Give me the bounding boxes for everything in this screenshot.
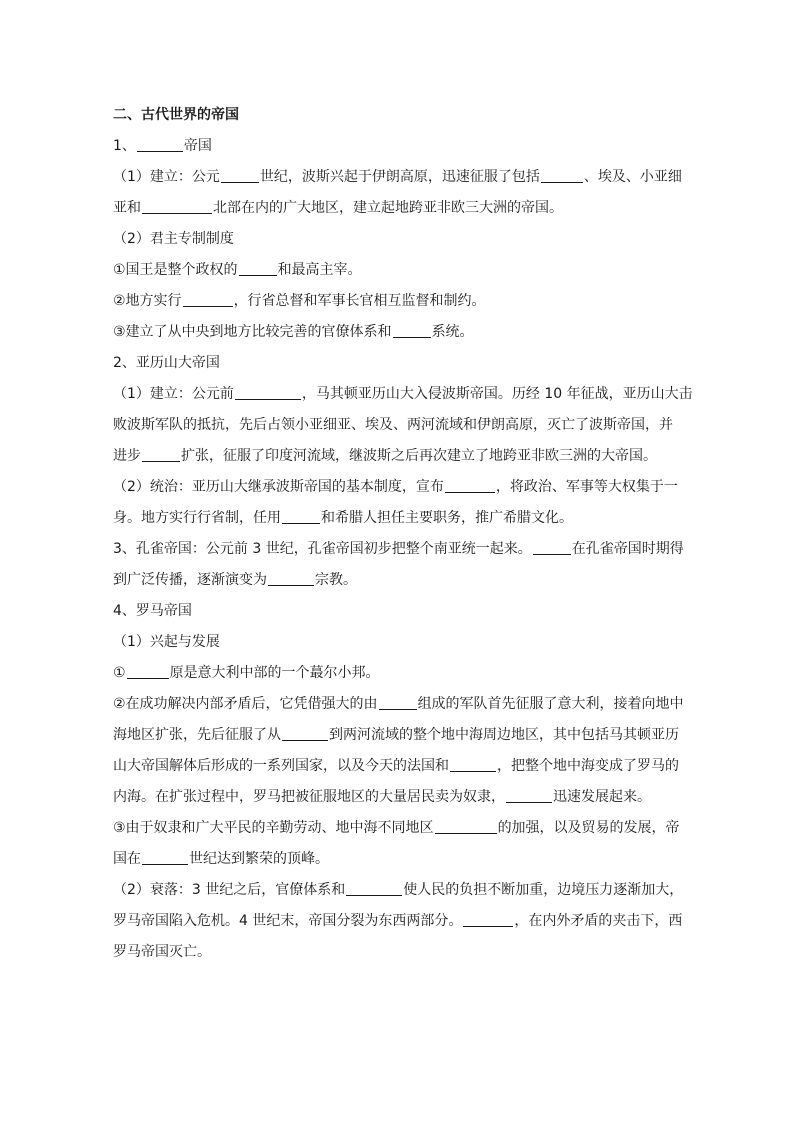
rome-rise-item-2-line-4: 内海。在扩张过程中，罗马把被征服地区的大量居民卖为奴隶， 迅速发展起来。: [113, 782, 683, 813]
rome-country-blank[interactable]: [450, 755, 496, 772]
persia-establish-line-1: （1）建立：公元 世纪，波斯兴起于伊朗高原，迅速征服了包括 、埃及、小亚细: [113, 162, 683, 193]
local-system-blank[interactable]: [183, 290, 233, 307]
alexander-officials-blank[interactable]: [282, 507, 320, 524]
bureaucracy-blank[interactable]: [393, 321, 431, 338]
maurya-world-blank[interactable]: [268, 569, 314, 586]
rome-army-blank[interactable]: [379, 693, 417, 710]
persia-system-item-3: ③建立了从中央到地方比较完善的官僚体系和 系统。: [113, 317, 683, 348]
maurya-line-2: 到广泛传播，逐渐演变为 宗教。: [113, 565, 683, 596]
rome-origin-blank[interactable]: [127, 662, 169, 679]
alexander-rule-line-1: （2）统治：亚历山大继承波斯帝国的基本制度，宣布 ，将政治、军事等大权集于一: [113, 472, 683, 503]
rome-fall-line-3: 罗马帝国灭亡。: [113, 944, 211, 960]
rome-rise-item-2-line-3: 山大帝国解体后形成的一系列国家，以及今天的法国和 ，把整个地中海变成了罗马的: [113, 751, 683, 782]
rome-rise-item-3-line-1: ③由于奴隶和广大平民的辛勤劳动、地中海不同地区 的加强，以及贸易的发展，帝: [113, 813, 683, 844]
rome-rise-item-2-line-1: ②在成功解决内部矛盾后，它凭借强大的由 组成的军队首先征服了意大利，接着向地中: [113, 689, 683, 720]
alexander-direction-blank[interactable]: [142, 445, 180, 462]
alexander-title: 2、亚历山大帝国: [113, 355, 220, 371]
persia-title: 1、 帝国: [113, 131, 683, 162]
king-role-blank[interactable]: [239, 259, 277, 276]
maurya-religion-blank[interactable]: [533, 538, 571, 555]
rome-title: 4、罗马帝国: [113, 603, 192, 619]
persia-system-item-1: ①国王是整个政权的 和最高主宰。: [113, 255, 683, 286]
persia-system-title: （2）君主专制制度: [113, 231, 234, 247]
alexander-rule-line-2: 身。地方实行行省制，任用 和希腊人担任主要职务，推广希腊文化。: [113, 503, 683, 534]
alexander-year-blank[interactable]: [235, 383, 301, 400]
worksheet-page: [113, 100, 693, 968]
persia-establish-line-2: 亚和 北部在内的广大地区，建立起地跨亚非欧三大洲的帝国。: [113, 193, 683, 224]
section-heading: 二、古代世界的帝国: [113, 107, 239, 123]
rome-expansion-start-blank[interactable]: [282, 724, 328, 741]
rome-peak-century-blank[interactable]: [142, 848, 188, 865]
persia-system-item-2: ②地方实行 ，行省总督和军事长官相互监督和制约。: [113, 286, 683, 317]
rome-rise-title: （1）兴起与发展: [113, 634, 220, 650]
rome-fall-year-blank[interactable]: [463, 910, 513, 927]
rome-rise-item-1: ① 原是意大利中部的一个蕞尔小邦。: [113, 658, 683, 689]
rome-rise-item-3-line-2: 国在 世纪达到繁荣的顶峰。: [113, 844, 683, 875]
alexander-establish-line-1: （1）建立：公元前 ，马其顿亚历山大入侵波斯帝国。历经 10 年征战，亚历山大击: [113, 379, 683, 410]
alexander-title-blank[interactable]: [445, 476, 495, 493]
persia-region-blank[interactable]: [142, 197, 212, 214]
rome-fall-line-2: 罗马帝国陷入危机。4 世纪末，帝国分裂为东西两部分。 ，在内外矛盾的夹击下，西: [113, 906, 683, 937]
persia-conquest-blank[interactable]: [541, 166, 583, 183]
rome-slavery-blank[interactable]: [506, 786, 552, 803]
alexander-establish-line-3: 进步 扩张，征服了印度河流域，继波斯之后再次建立了地跨亚非欧三洲的大帝国。: [113, 441, 683, 472]
alexander-establish-line-2: 败波斯军队的抵抗，先后占领小亚细亚、埃及、两河流域和伊朗高原，灭亡了波斯帝国，并: [113, 417, 673, 433]
rome-exchange-blank[interactable]: [435, 817, 497, 834]
maurya-line-1: 3、孔雀帝国：公元前 3 世纪，孔雀帝国初步把整个南亚统一起来。 在孔雀帝国时期得: [113, 534, 683, 565]
persia-name-blank[interactable]: [137, 135, 183, 152]
rome-burden-blank[interactable]: [346, 879, 402, 896]
persia-century-blank[interactable]: [221, 166, 259, 183]
rome-fall-line-1: （2）衰落：3 世纪之后，官僚体系和 使人民的负担不断加重，边境压力逐渐加大，: [113, 875, 683, 906]
rome-rise-item-2-line-2: 海地区扩张，先后征服了从 到两河流域的整个地中海周边地区，其中包括马其顿亚历: [113, 720, 683, 751]
